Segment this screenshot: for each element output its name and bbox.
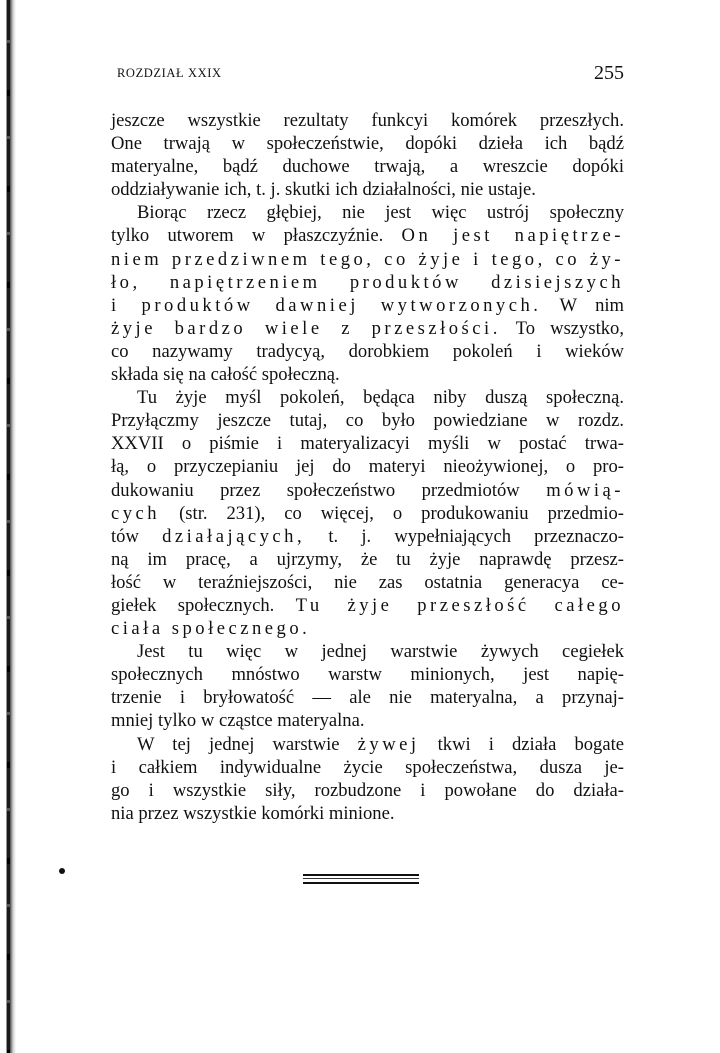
text-run: co nazywamy tradycyą, dorobkiem pokoleń i wieków bbox=[111, 340, 624, 362]
text-line bbox=[111, 363, 624, 386]
page-binding-edge bbox=[0, 0, 24, 1053]
text-line bbox=[111, 640, 624, 663]
text-line bbox=[111, 132, 624, 155]
text-run: i całkiem indywidualne życie społeczeństwa, dusza je- bbox=[111, 756, 624, 778]
text-run: tów bbox=[111, 525, 163, 547]
text-run: giełek społecznych. bbox=[111, 594, 296, 616]
text-run: W tej jednej warstwie bbox=[137, 733, 358, 755]
text-line bbox=[111, 525, 624, 548]
text-run: t. j. wypełniających przeznaczo- bbox=[305, 525, 624, 547]
text-run: Biorąc rzecz głębiej, nie jest więc ustrój społeczny bbox=[137, 202, 624, 224]
text-line bbox=[111, 386, 624, 409]
text-line bbox=[111, 409, 624, 432]
text-line bbox=[111, 802, 624, 825]
text-line bbox=[111, 248, 624, 271]
text-run: materyalne, bądź duchowe trwają, a wreszcie dopóki bbox=[111, 156, 624, 178]
text-run: To wszystko, bbox=[500, 317, 624, 339]
text-line bbox=[111, 455, 624, 478]
text-run: ną im pracę, a ujrzymy, że tu żyje naprawdę przesz- bbox=[111, 548, 624, 570]
text-line bbox=[111, 686, 624, 709]
text-line bbox=[111, 479, 624, 502]
paragraph bbox=[111, 109, 624, 201]
body-text bbox=[111, 109, 624, 825]
page-number: 255 bbox=[594, 62, 624, 84]
spaced-emphasis-text: i produktów dawniej wytworzonych. bbox=[111, 294, 542, 316]
text-line bbox=[111, 271, 624, 294]
text-line bbox=[111, 617, 624, 640]
text-line bbox=[111, 594, 624, 617]
text-line bbox=[111, 109, 624, 132]
text-line bbox=[111, 155, 624, 178]
text-run: XXVII o piśmie i materyalizacyi myśli w postać trwa- bbox=[111, 433, 624, 455]
text-run: tkwi i działa bogate bbox=[419, 733, 624, 755]
spaced-emphasis-text: Tu żyje przeszłość całego bbox=[295, 594, 624, 616]
text-line bbox=[111, 756, 624, 779]
spaced-emphasis-text: mówią- bbox=[546, 479, 624, 501]
text-run: Jest tu więc w jednej warstwie żywych cegiełek bbox=[137, 641, 624, 663]
text-run: składa się na całość społeczną. bbox=[111, 364, 340, 386]
text-run: Przyłączmy jeszcze tutaj, co było powiedziane w rozdz. bbox=[111, 410, 624, 432]
paragraph bbox=[111, 733, 624, 825]
spaced-emphasis-text: działających, bbox=[162, 525, 306, 547]
spaced-emphasis-text: cych bbox=[111, 502, 161, 524]
text-line bbox=[111, 733, 624, 756]
text-line bbox=[111, 340, 624, 363]
text-run: dukowaniu przez społeczeństwo przedmiotów bbox=[111, 479, 547, 501]
stray-dot-mark bbox=[59, 868, 65, 874]
text-line bbox=[111, 571, 624, 594]
text-line bbox=[111, 502, 624, 525]
spaced-emphasis-text: On jest napiętrze- bbox=[401, 225, 624, 247]
text-run: trzenie i bryłowatość — ale nie materyalna, a przynaj- bbox=[111, 687, 624, 709]
spaced-emphasis-text: ciała społecznego. bbox=[111, 618, 311, 640]
text-run: Tu żyje myśl pokoleń, będąca niby duszą społeczną. bbox=[137, 387, 624, 409]
text-line bbox=[111, 294, 624, 317]
text-line bbox=[111, 779, 624, 802]
running-head bbox=[117, 64, 624, 86]
spaced-emphasis-text: żywej bbox=[357, 733, 420, 755]
text-run: społecznych mnóstwo warstw minionych, jest napię- bbox=[111, 664, 624, 686]
text-run: mniej tylko w cząstce materyalna. bbox=[111, 710, 365, 732]
text-line bbox=[111, 432, 624, 455]
text-line bbox=[111, 548, 624, 571]
text-run: W nim bbox=[541, 294, 625, 316]
text-line bbox=[111, 317, 624, 340]
text-run: tylko utworem w płaszczyźnie. bbox=[111, 225, 402, 247]
paragraph bbox=[111, 201, 624, 386]
spaced-emphasis-text: ło, napiętrzeniem produktów dzisiejszych bbox=[111, 271, 624, 293]
text-run: łość w teraźniejszości, nie zas ostatnia generacya ce- bbox=[111, 571, 624, 593]
text-line bbox=[111, 663, 624, 686]
text-run: (str. 231), co więcej, o produkowaniu przedmio- bbox=[160, 502, 624, 524]
end-of-chapter-rule bbox=[303, 874, 419, 886]
text-line bbox=[111, 224, 624, 247]
text-run: One trwają w społeczeństwie, dopóki dzieła ich bądź bbox=[111, 133, 624, 155]
text-line bbox=[111, 201, 624, 224]
text-run: jeszcze wszystkie rezultaty funkcyi komórek przeszłych. bbox=[111, 110, 624, 131]
text-run: nia przez wszystkie komórki minione. bbox=[111, 802, 395, 824]
spaced-emphasis-text: niem przedziwnem tego, co żyje i tego, co ży- bbox=[111, 248, 624, 270]
spaced-emphasis-text: żyje bardzo wiele z przeszłości. bbox=[111, 317, 501, 339]
text-run: go i wszystkie siły, rozbudzone i powołane do działa- bbox=[111, 779, 624, 801]
text-run: oddziaływanie ich, t. j. skutki ich działalności, nie ustaje. bbox=[111, 179, 536, 201]
chapter-heading: ROZDZIAŁ XXIX bbox=[117, 66, 222, 80]
text-line bbox=[111, 709, 624, 732]
paragraph bbox=[111, 386, 624, 640]
paragraph bbox=[111, 640, 624, 732]
text-run: łą, o przyczepianiu jej do materyi nieożywionej, o pro- bbox=[111, 456, 624, 478]
text-line bbox=[111, 178, 624, 201]
